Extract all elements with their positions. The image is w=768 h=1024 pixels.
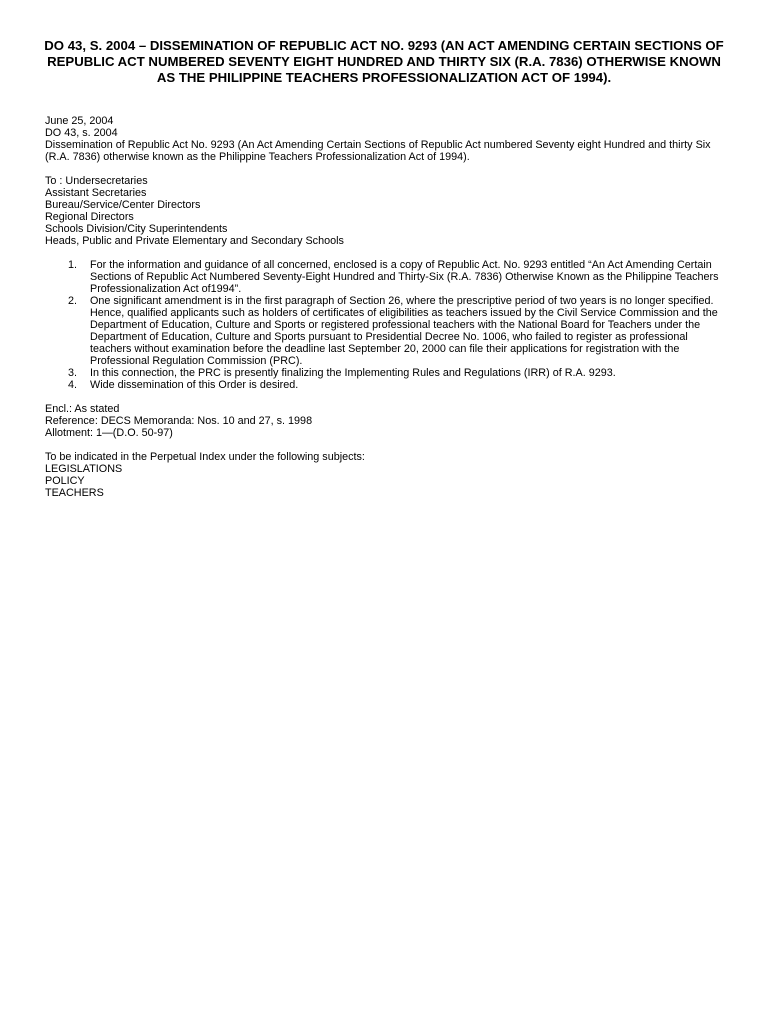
item-text: In this connection, the PRC is presently finalizing the Implementing Rules and Regulations (IRR) of R.A. 9293. <box>90 367 616 379</box>
recipient: Schools Division/City Superintendents <box>45 223 228 235</box>
index-subject: TEACHERS <box>45 487 104 499</box>
allotment-note: Allotment: 1—(D.O. 50-97) <box>45 427 173 439</box>
item-number: 4. <box>68 379 78 391</box>
item-text: Wide dissemination of this Order is desired. <box>90 379 299 391</box>
document-body <box>45 115 725 499</box>
list-item <box>45 367 720 379</box>
item-text: One significant amendment is in the first paragraph of Section 26, where the prescriptive period of two years is no longer specified. Hence, qualified applicants such as holders of certificates of eligibilities as teachers issued by the Civil Service Commission and the Department of Education, Culture and Sports or registered professional teachers with the National Board for Teachers under the Department of Education, Culture and Sports pursuant to Presidential Decree No. 1006, who failed to register as professional teachers without examination before the deadline last September 20, 2000 can file their applications for registration with the Professional Regulation Commission (PRC). <box>90 295 718 367</box>
recipient: To : Undersecretaries <box>45 175 148 187</box>
item-number: 1. <box>68 259 78 271</box>
subject: Dissemination of Republic Act No. 9293 (An Act Amending Certain Sections of Republic Act numbered Seventy eight Hundred and thirty Six (R.A. 7836) otherwise known as the Philippine Teachers Professionalization Act of 1994). <box>45 139 711 163</box>
footer-block <box>45 403 725 439</box>
list-item <box>45 379 720 391</box>
date: June 25, 2004 <box>45 115 114 127</box>
header-block <box>45 115 725 163</box>
item-number: 3. <box>68 367 78 379</box>
order-number: DO 43, s. 2004 <box>45 127 118 139</box>
recipients-block <box>45 175 725 247</box>
recipient: Bureau/Service/Center Directors <box>45 199 201 211</box>
list-item <box>45 259 720 295</box>
recipient: Heads, Public and Private Elementary and Secondary Schools <box>45 235 344 247</box>
reference-note: Reference: DECS Memoranda: Nos. 10 and 27, s. 1998 <box>45 415 313 427</box>
list-item <box>45 295 720 367</box>
index-block <box>45 451 725 499</box>
index-intro: To be indicated in the Perpetual Index under the following subjects: <box>45 451 365 463</box>
item-text: For the information and guidance of all concerned, enclosed is a copy of Republic Act. No. 9293 entitled “An Act Amending Certain Sections of Republic Act Numbered Seventy-Eight Hundred and Thirty-Six (R.A. 7836) Otherwise Known as the Philippine Teachers Professionalization Act of1994”. <box>90 259 719 295</box>
item-number: 2. <box>68 295 78 307</box>
recipient: Assistant Secretaries <box>45 187 147 199</box>
index-subject: LEGISLATIONS <box>45 463 123 475</box>
recipient: Regional Directors <box>45 211 134 223</box>
enclosure-note: Encl.: As stated <box>45 403 120 415</box>
document-title: DO 43, S. 2004 – DISSEMINATION OF REPUBLIC ACT NO. 9293 (AN ACT AMENDING CERTAIN SECTIONS OF REPUBLIC ACT NUMBERED SEVENTY EIGHT HUNDRED AND THIRTY SIX (R.A. 7836) OTHERWISE KNOWN AS THE PHILIPPINE TEACHERS PROFESSIONALIZATION ACT OF 1994). <box>44 38 724 85</box>
numbered-list <box>45 259 725 391</box>
index-subject: POLICY <box>45 475 85 487</box>
